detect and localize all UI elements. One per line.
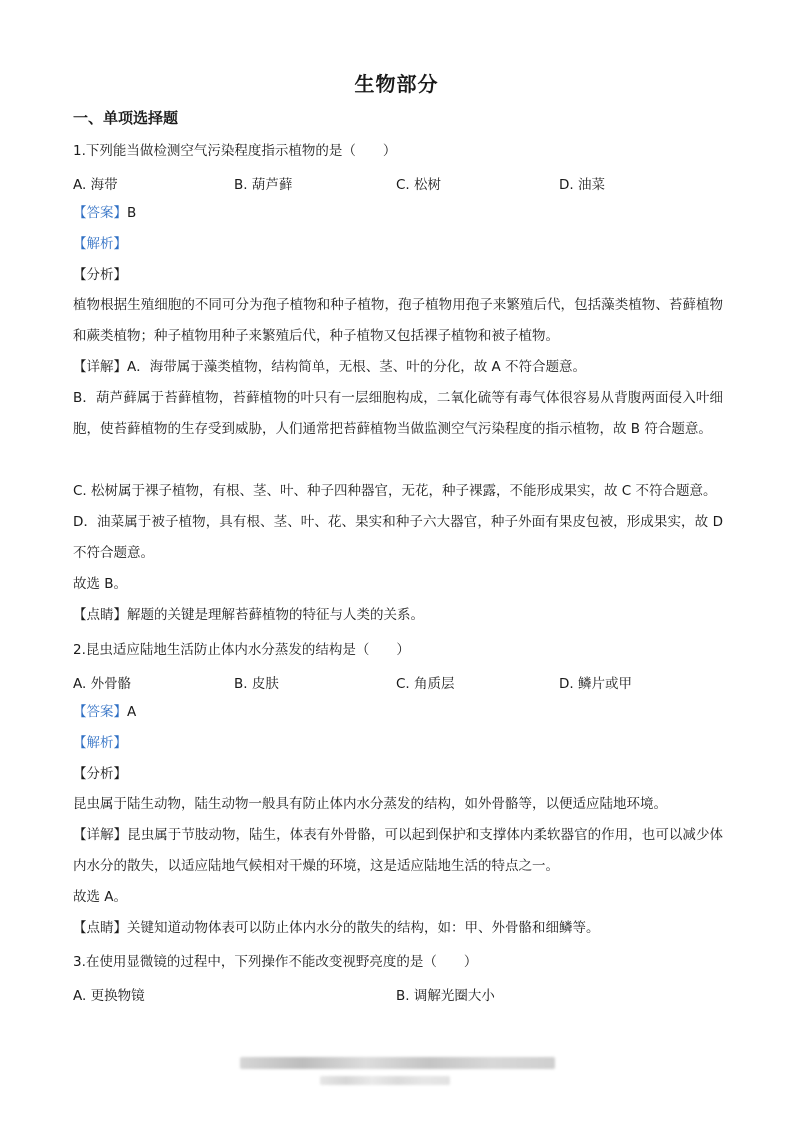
page-title: 生物部分 [354,72,439,96]
q1-option-b: B. 葫芦藓 [234,177,293,193]
q1-answer-value: B [127,205,137,221]
section-heading: 一、单项选择题 [73,109,179,127]
q2-answer-label: 【答案】 [73,704,127,720]
q1-choose: 故选 B。 [73,576,128,592]
q1-option-a: A. 海带 [73,177,118,193]
footer-watermark-sub [320,1076,450,1085]
q2-option-a: A. 外骨骼 [73,676,132,692]
q1-detail-b: B．葫芦藓属于苔藓植物，苔藓植物的叶只有一层细胞构成，二氧化硫等有毒气体很容易从背腹两面侵入叶细胞，使苔藓植物的生存受到威胁，人们通常把苔藓植物当做监测空气污染程度的指示植物，故 B 符合题意。 [73,390,723,437]
q2-choose: 故选 A。 [73,889,128,905]
q2-jiexi-label: 【解析】 [73,735,127,751]
q2-answer-value: A [127,704,137,720]
q2-option-d: D. 鳞片或甲 [559,676,632,692]
q1-detail-a: 【详解】A．海带属于藻类植物，结构简单，无根、茎、叶的分化，故 A 不符合题意。 [73,359,587,375]
q1-detail-d: D．油菜属于被子植物，具有根、茎、叶、花、果实和种子六大器官，种子外面有果皮包被，形成果实，故 D 不符合题意。 [73,514,723,561]
q1-option-c: C. 松树 [396,177,442,193]
q2-detail: 【详解】昆虫属于节肢动物，陆生，体表有外骨骼，可以起到保护和支撑体内柔软器官的作用，也可以减少体内水分的散失，以适应陆地气候相对干燥的环境，这是适应陆地生活的特点之一。 [73,827,723,874]
q3-option-b: B. 调解光圈大小 [396,988,495,1004]
q1-detail-c: C. 松树属于裸子植物，有根、茎、叶、种子四种器官，无花，种子裸露，不能形成果实，故 C 不符合题意。 [73,483,717,499]
q2-option-c: C. 角质层 [396,676,455,692]
q1-fenxi-label: 【分析】 [73,267,127,283]
question-3-stem: 3.在使用显微镜的过程中，下列操作不能改变视野亮度的是（ ） [73,954,478,970]
q2-answer [73,703,136,721]
q2-option-b: B. 皮肤 [234,676,279,692]
q1-analysis-text: 植物根据生殖细胞的不同可分为孢子植物和种子植物，孢子植物用孢子来繁殖后代，包括藻类植物、苔藓植物和蕨类植物；种子植物用种子来繁殖后代，种子植物又包括裸子植物和被子植物。 [73,297,723,344]
q2-tip: 【点睛】关键知道动物体表可以防止体内水分的散失的结构，如：甲、外骨骼和细鳞等。 [73,920,600,936]
q2-analysis-text: 昆虫属于陆生动物，陆生动物一般具有防止体内水分蒸发的结构，如外骨骼等，以便适应陆地环境。 [73,796,667,812]
q3-option-a: A. 更换物镜 [73,988,145,1004]
q1-jiexi-label: 【解析】 [73,236,127,252]
question-2-stem: 2.昆虫适应陆地生活防止体内水分蒸发的结构是（ ） [73,642,410,658]
question-1-stem: 1.下列能当做检测空气污染程度指示植物的是（ ） [73,143,397,159]
q1-tip: 【点睛】解题的关键是理解苔藓植物的特征与人类的关系。 [73,607,424,623]
footer-watermark [240,1057,555,1069]
q1-answer-label: 【答案】 [73,205,127,221]
q1-answer [73,204,136,222]
q1-option-d: D. 油菜 [559,177,605,193]
q2-fenxi-label: 【分析】 [73,766,127,782]
